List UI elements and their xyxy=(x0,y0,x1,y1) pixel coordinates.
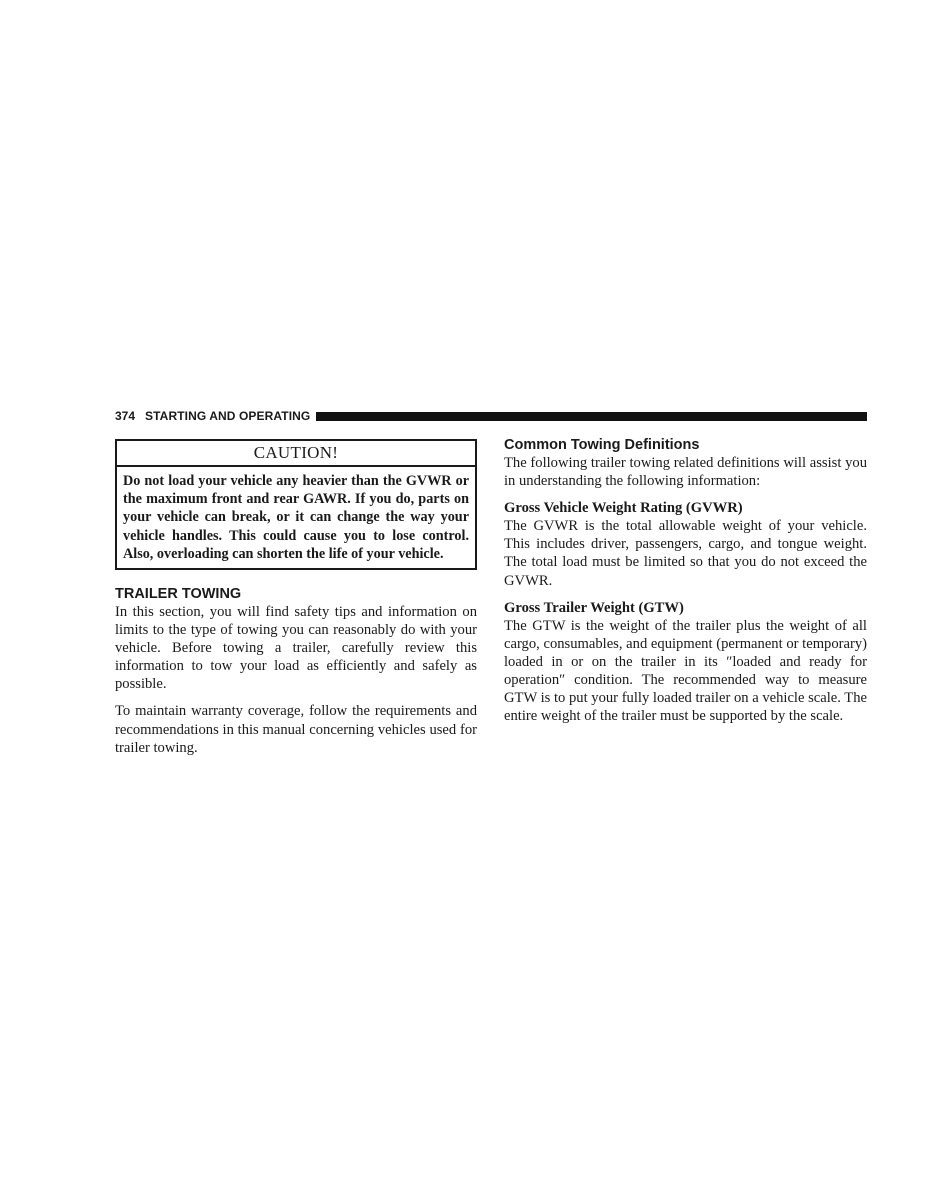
trailer-towing-heading: TRAILER TOWING xyxy=(115,586,242,603)
caution-title: CAUTION! xyxy=(117,441,475,467)
definitions-intro: The following trailer towing related definitions will assist you in understanding the following information: xyxy=(504,455,867,490)
gtw-text: The GTW is the weight of the trailer plus the weight of all cargo, consumables, and equipment (permanent or temporary) loaded in or on the trailer in its ″loaded and ready for operation″ condition. The recommended way to measure GTW is to put your fully loaded trailer on a vehicle scale. The entire weight of the trailer must be supported by the scale. xyxy=(504,617,867,725)
caution-text: Do not load your vehicle any heavier than the GVWR or the maximum front and rear GAWR. If you do, parts on your vehicle can break, or it can change the way your vehicle handles. This could cause you to lose control. Also, overloading can shorten the life of your vehicle. xyxy=(123,473,469,562)
caution-box xyxy=(115,439,477,570)
trailer-towing-paragraph: In this section, you will find safety tips and information on limits to the type of towing you can reasonably do with your vehicle. Before towing a trailer, carefully review this information to tow your load as efficiently and safely as possible. xyxy=(115,604,477,693)
header-rule xyxy=(316,412,867,421)
page-header xyxy=(115,409,867,423)
right-column xyxy=(504,436,867,725)
section-title: STARTING AND OPERATING xyxy=(145,409,311,423)
left-column xyxy=(115,439,477,757)
definitions-heading: Common Towing Definitions xyxy=(504,437,700,453)
warranty-paragraph: To maintain warranty coverage, follow the requirements and recommendations in this manual concerning vehicles used for trailer towing. xyxy=(115,703,477,756)
gvwr-text: The GVWR is the total allowable weight of your vehicle. This includes driver, passengers, cargo, and tongue weight. The total load must be limited so that you do not exceed the GVWR. xyxy=(504,518,867,589)
page-number: 374 xyxy=(115,409,136,423)
gtw-heading: Gross Trailer Weight (GTW) xyxy=(504,599,684,616)
gvwr-heading: Gross Vehicle Weight Rating (GVWR) xyxy=(504,500,743,517)
